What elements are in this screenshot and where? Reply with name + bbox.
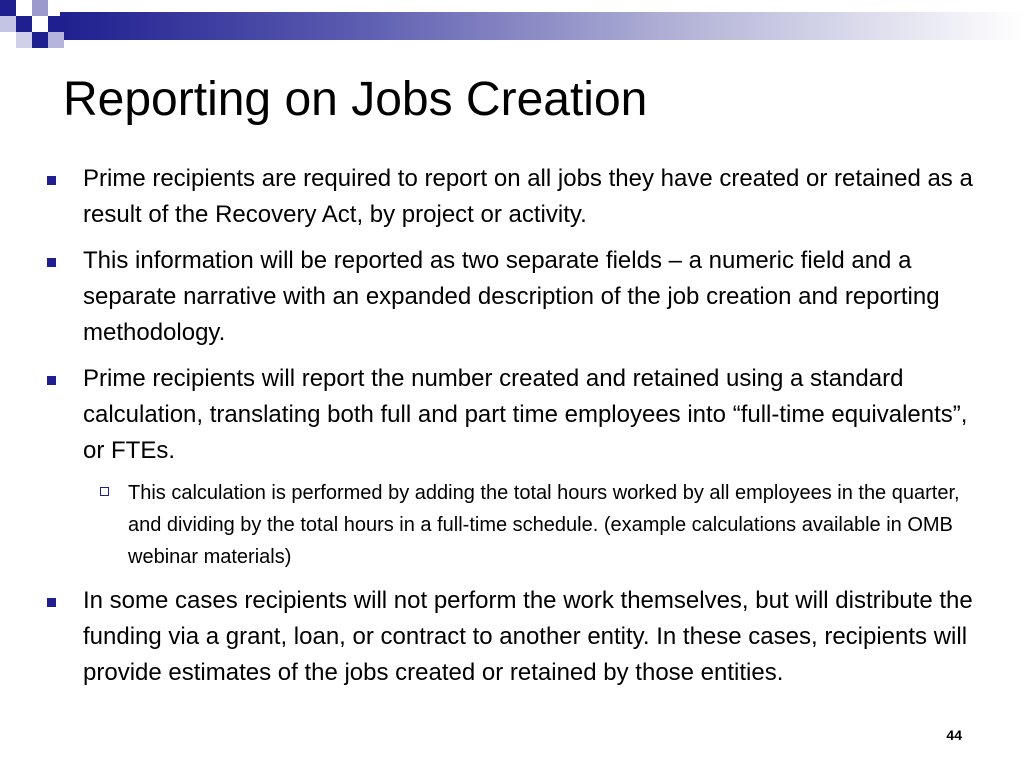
square-bullet-icon	[47, 176, 56, 185]
square-bullet-icon	[47, 258, 56, 267]
header-decoration	[0, 0, 1024, 60]
decor-square	[16, 16, 32, 32]
bullet-text: Prime recipients are required to report on all jobs they have created or retained as a result of the Recovery Act, by project or activity.	[83, 165, 973, 228]
square-bullet-icon	[47, 598, 56, 607]
square-bullet-icon	[47, 376, 56, 385]
slide-body	[44, 161, 994, 701]
sub-bullet-item	[44, 477, 994, 573]
bullet-item	[44, 243, 994, 351]
decor-square	[0, 0, 16, 16]
decor-square	[48, 32, 64, 48]
decor-square	[32, 0, 48, 16]
decor-square	[0, 16, 16, 32]
bullet-item	[44, 361, 994, 469]
bullet-text: This information will be reported as two separate fields – a numeric field and a separate narrative with an expanded description of the job creation and reporting methodology.	[83, 247, 940, 346]
decor-square	[32, 16, 48, 32]
page-number: 44	[946, 727, 962, 743]
decor-square	[48, 16, 64, 32]
bullet-text: In some cases recipients will not perform the work themselves, but will distribute the funding via a grant, loan, or contract to another entity. In these cases, recipients will provide estimates of the jobs created or retained by those entities.	[83, 587, 973, 686]
decor-square	[32, 32, 48, 48]
hollow-square-bullet-icon	[100, 487, 109, 496]
bullet-item	[44, 583, 994, 691]
slide-title: Reporting on Jobs Creation	[63, 73, 648, 126]
header-gradient-bar	[60, 12, 1024, 40]
decor-square	[16, 32, 32, 48]
sub-bullet-text: This calculation is performed by adding the total hours worked by all employees in the quarter, and dividing by the total hours in a full-time schedule. (example calculations available in OMB webinar materials)	[128, 482, 960, 568]
bullet-text: Prime recipients will report the number created and retained using a standard calculation, translating both full and part time employees into “full-time equivalents”, or FTEs.	[83, 365, 968, 464]
decor-square	[16, 0, 32, 16]
bullet-item	[44, 161, 994, 233]
